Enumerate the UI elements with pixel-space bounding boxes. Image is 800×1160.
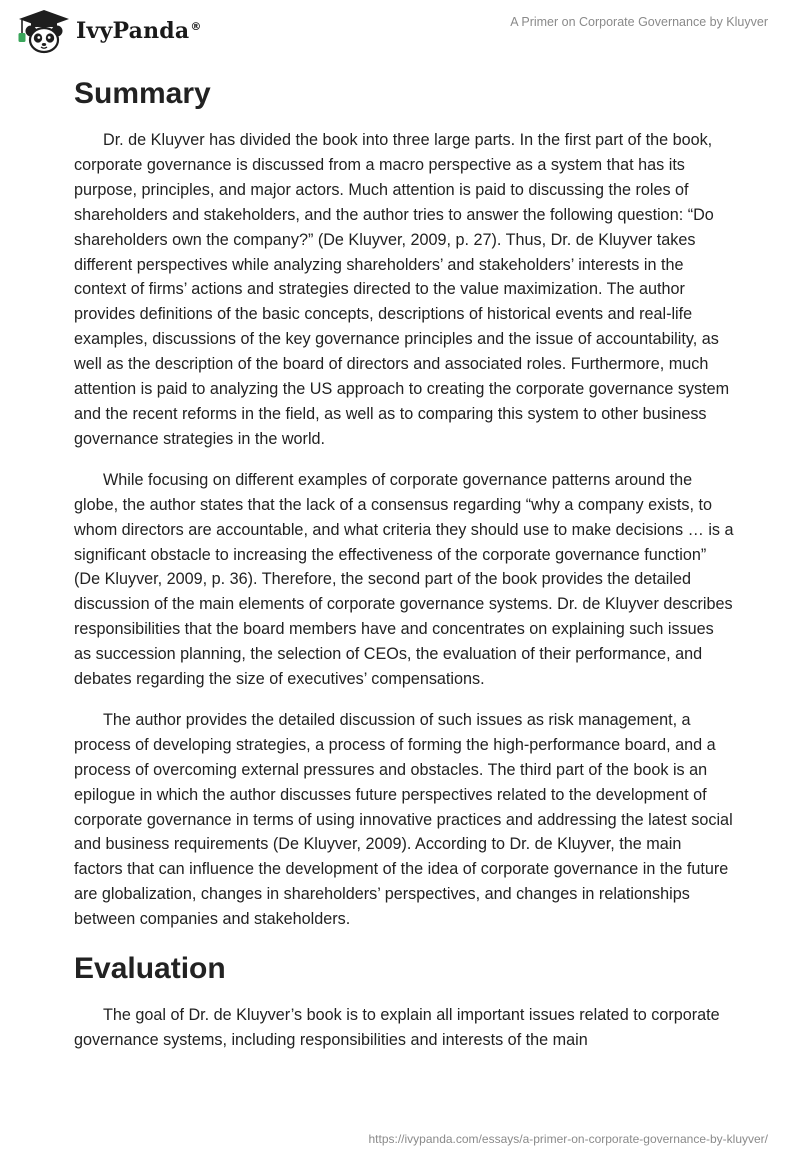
document-title: A Primer on Corporate Governance by Kluyver xyxy=(510,15,768,29)
summary-section xyxy=(74,73,734,932)
essay-content xyxy=(74,70,734,1069)
summary-paragraph: While focusing on different examples of corporate governance patterns around the globe, the author states that the lack of a consensus regarding “why a company exists, to whom directors are accountable, and what criteria they should use to make decisions … is a significant obstacle to increasing the effectiveness of the corporate governance function” (De Kluyver, 2009, p. 36). Therefore, the second part of the book provides the detailed discussion of the main elements of corporate governance systems. Dr. de Kluyver describes responsibilities that the board members have and concentrates on explaining such issues as succession planning, the selection of CEOs, the evaluation of their performance, and debates regarding the size of executives’ compensations. xyxy=(74,470,734,689)
brand-name: IvyPanda® xyxy=(76,18,202,44)
summary-heading: Summary xyxy=(74,77,211,110)
evaluation-paragraph: The goal of Dr. de Kluyver’s book is to explain all important issues related to corporate governance systems, including responsibilities and interests of the main xyxy=(74,1006,720,1049)
ivypanda-logo[interactable] xyxy=(14,8,202,54)
summary-paragraph: The author provides the detailed discussion of such issues as risk management, a process of developing strategies, a process of forming the high-performance board, and a process of overcoming external pressures and obstacles. The third part of the book is an epilogue in which the author discusses future perspectives related to the development of corporate governance in terms of using innovative practices and addressing the latest social and business requirements (De Kluyver, 2009). According to Dr. de Kluyver, the main factors that can influence the development of the idea of corporate governance in the future are globalization, changes in shareholders’ perspectives, and changes in relationships between companies and stakeholders. xyxy=(74,710,733,929)
registered-mark: ® xyxy=(190,19,202,33)
evaluation-section xyxy=(74,948,734,1053)
panda-graduate-icon xyxy=(14,8,72,54)
page-header xyxy=(0,0,800,60)
summary-paragraph: Dr. de Kluyver has divided the book into three large parts. In the first part of the book, corporate governance is discussed from a macro perspective as a system that has its purpose, principles, and major actors. Much attention is paid to discussing the roles of shareholders and stakeholders, and the author tries to answer the following question: “Do shareholders own the company?” (De Kluyver, 2009, p. 27). Thus, Dr. de Kluyver takes different perspectives while analyzing shareholders’ and stakeholders’ interests in the context of firms’ actions and strategies directed to the value maximization. The author provides definitions of the basic concepts, descriptions of historical events and real-life examples, discussions of the key governance principles and the issue of accountability, as well as the description of the board of directors and associated roles. Furthermore, much attention is paid to analyzing the US approach to creating the corporate governance system and the recent reforms in the field, as well as to comparing this system to other business governance strategies in the world. xyxy=(74,131,730,448)
evaluation-heading: Evaluation xyxy=(74,952,226,986)
source-url[interactable]: https://ivypanda.com/essays/a-primer-on-corporate-governance-by-kluyver/ xyxy=(368,1132,768,1146)
